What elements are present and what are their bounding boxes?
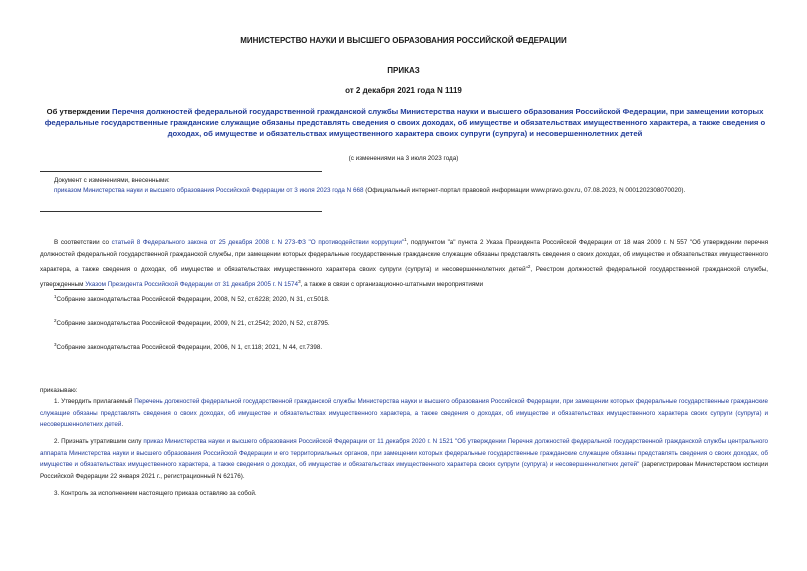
footnote-ref-3[interactable]: 3	[298, 279, 301, 285]
amending-order-link[interactable]: приказом Министерства науки и высшего образования Российской Федерации от 3 июля 2023 года N 668	[54, 187, 364, 194]
date-number-heading: от 2 декабря 2021 года N 1119	[345, 86, 462, 95]
footnote-mark: 3	[54, 342, 57, 347]
footnote-text: Собрание законодательства Российской Федерации, 2008, N 52, ст.6228; 2020, N 31, ст.5018.	[56, 296, 330, 304]
repealed-order-link[interactable]: приказ Министерства науки и высшего образования Российской Федерации от 11 декабря 2020 г. N 1521 "Об утверждении Перечня должностей федеральной государственной гражданской службы центрального аппарата Министерства науки и высшего образования Российской Федерации и его территориальных органов, при замещении которых федеральные государственные гражданские служащие обязаны представлять сведения о своих доходах, об имуществе и обязательствах имущественного характера, а также сведения о доходах, об имуществе и обязательствах имущественного характера своих супруги (супруга) и несовершеннолетних детей"	[40, 438, 768, 468]
doc-changes-text	[54, 186, 768, 196]
title-link[interactable]: Перечня должностей федеральной государственной гражданской службы Министерства науки и высшего образования Российской Федерации, при замещении которых федеральные государственные гражданские служащие обязаны представлять сведения о своих доходах, об имуществе и обязательствах имущественного характера, а также сведения о доходах, об имуществе и обязательствах имущественного характера своих супруги (супруга) и несовершеннолетних детей	[44, 107, 766, 138]
item-1	[40, 396, 768, 431]
footnote-2	[54, 318, 330, 327]
preamble	[40, 234, 768, 291]
item-2-text: 2. Признать утратившим силу	[54, 438, 144, 445]
decree-1574-link[interactable]: Указом Президента Российской Федерации от 31 декабря 2005 г. N 1574	[85, 281, 299, 289]
approved-list-link[interactable]: Перечень должностей федеральной государственной гражданской службы Министерства науки и высшего образования Российской Федерации, при замещении которых федеральные государственные гражданские служащие обязаны представлять сведения о своих доходах, об имуществе и обязательствах имущественного характера, а также сведения о доходах, об имуществе и обязательствах имущественного характера своих супруги (супруга) и несовершеннолетних детей	[40, 398, 769, 428]
footnote-ref-2[interactable]: 2	[527, 264, 531, 270]
item-2-end: (зарегистрирован Министерством юстиции Российской Федерации 22 января 2021 г., регистрационный N 62176).	[40, 461, 769, 480]
item-1-text: 1. Утвердить прилагаемый	[54, 398, 135, 405]
document-title	[40, 106, 770, 139]
footnote-3	[54, 342, 322, 351]
item-1-end: .	[121, 421, 124, 428]
changes-note: (с изменениями на 3 июля 2023 года)	[348, 155, 459, 162]
order-word: приказываю:	[40, 387, 78, 394]
doc-type-heading: ПРИКАЗ	[387, 66, 420, 75]
footnote-mark: 2	[54, 318, 57, 323]
item-3: 3. Контроль за исполнением настоящего приказа оставляю за собой.	[54, 490, 257, 497]
footnote-1	[54, 294, 330, 303]
footnote-text: Собрание законодательства Российской Федерации, 2009, N 21, ст.2542; 2020, N 52, ст.8795.	[56, 320, 330, 328]
item-2	[40, 436, 768, 482]
title-prefix: Об утверждении	[46, 107, 112, 116]
doc-changes-label: Документ с изменениями, внесенными:	[54, 177, 170, 184]
divider-bottom	[40, 211, 322, 212]
footnote-ref-1[interactable]: 1	[404, 237, 407, 242]
divider-top	[40, 171, 322, 172]
ministry-heading: МИНИСТЕРСТВО НАУКИ И ВЫСШЕГО ОБРАЗОВАНИЯ РОССИЙСКОЙ ФЕДЕРАЦИИ	[240, 36, 567, 45]
footnote-divider	[54, 289, 104, 290]
preamble-text-3: , Реестром должностей федеральной государственной гражданской службы, утвержденным	[40, 266, 768, 289]
doc-changes-rest: (Официальный интернет-портал правовой информации www.pravo.gov.ru, 07.08.2023, N 0001202308070020).	[363, 187, 686, 194]
preamble-text-4: , а также в связи с организационно-штатными мероприятиями	[300, 281, 484, 289]
footnote-mark: 1	[54, 294, 57, 299]
footnote-text: Собрание законодательства Российской Федерации, 2006, N 1, ст.118; 2021, N 44, ст.7398.	[56, 344, 323, 352]
law-273-link[interactable]: статьей 8 Федерального закона от 25 декабря 2008 г. N 273-ФЗ "О противодействии коррупции"	[111, 239, 405, 247]
preamble-text-2: , подпунктом "а" пункта 2 Указа Президента Российской Федерации от 18 мая 2009 г. N 557 "Об утверждении перечня должностей федеральной государственной гражданской службы, при замещении которых федеральные государственные гражданские служащие обязаны представлять сведения о своих доходах, об имуществе и обязательствах имущественного характера, а также сведения о доходах, об имуществе и обязательствах имущественного характера своих супруги (супруга) и несовершеннолетних детей"	[40, 239, 768, 274]
preamble-text-1: В соответствии со	[54, 239, 112, 247]
